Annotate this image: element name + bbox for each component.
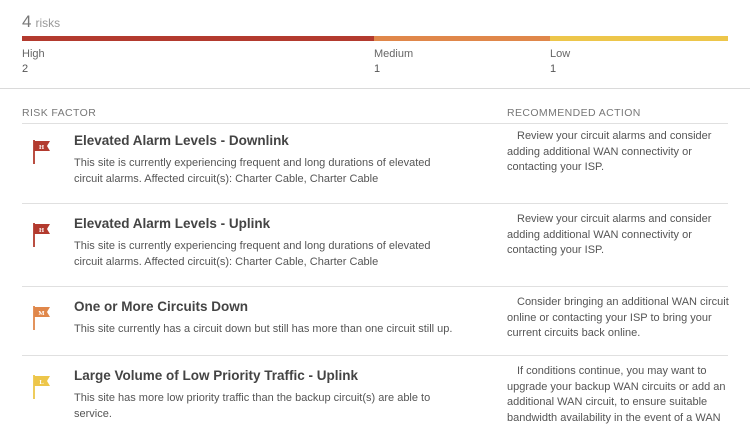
- severity-low-count: 1: [550, 63, 557, 75]
- risk-title[interactable]: Large Volume of Low Priority Traffic - Uplink: [74, 368, 359, 383]
- severity-bar-high: [22, 36, 374, 41]
- severity-high: [22, 47, 45, 77]
- svg-text:L: L: [39, 379, 44, 386]
- recommended-action: Review your circuit alarms and consider adding additional WAN connectivity or contacting your ISP.: [507, 130, 712, 173]
- risk-count-number: 4: [22, 12, 32, 31]
- risk-factor-header: RISK FACTOR: [22, 107, 97, 119]
- high-risk-flag-icon: [32, 139, 52, 165]
- risk-count: [22, 12, 60, 32]
- severity-high-label: High: [22, 48, 45, 60]
- severity-low-label: Low: [550, 48, 571, 60]
- risk-count-label: risks: [35, 16, 61, 30]
- severity-medium: [374, 47, 413, 77]
- high-risk-flag-icon: [32, 222, 52, 248]
- summary-divider: [0, 88, 750, 89]
- risk-description: This site is currently experiencing frequent and long durations of elevated circuit alarms. Affected circuit(s): Charter Cable, Charter Cable: [74, 157, 431, 185]
- medium-risk-flag-icon: [32, 305, 52, 331]
- svg-text:H: H: [38, 144, 45, 151]
- severity-bar: [22, 36, 728, 41]
- severity-bar-low: [550, 36, 728, 41]
- svg-text:M: M: [38, 310, 45, 317]
- row-divider: [22, 286, 728, 287]
- row-divider: [22, 203, 728, 204]
- recommended-action: Review your circuit alarms and consider adding additional WAN connectivity or contacting your ISP.: [507, 213, 712, 256]
- risk-title[interactable]: Elevated Alarm Levels - Uplink: [74, 216, 271, 231]
- risk-title[interactable]: Elevated Alarm Levels - Downlink: [74, 133, 289, 148]
- severity-bar-medium: [374, 36, 550, 41]
- header-divider: [22, 123, 728, 124]
- row-divider: [22, 355, 728, 356]
- risk-title[interactable]: One or More Circuits Down: [74, 299, 249, 314]
- low-risk-flag-icon: [32, 374, 52, 400]
- recommended-action: Consider bringing an additional WAN circuit online or contacting your ISP to bring your current circuits back online.: [507, 296, 729, 339]
- recommended-action: If conditions continue, you may want to upgrade your backup WAN circuits or add an additional WAN circuit, to ensure suitable bandwidth availability in the event of a WAN: [507, 365, 726, 424]
- svg-text:H: H: [38, 227, 45, 234]
- risk-description: This site currently has a circuit down but still has more than one circuit still up.: [74, 323, 453, 335]
- risk-description: This site has more low priority traffic than the backup circuit(s) are able to service.: [74, 392, 431, 420]
- recommended-action-header: RECOMMENDED ACTION: [507, 107, 641, 119]
- severity-medium-label: Medium: [374, 48, 414, 60]
- severity-low: [550, 47, 570, 77]
- severity-medium-count: 1: [374, 63, 381, 75]
- severity-high-count: 2: [22, 63, 29, 75]
- risk-description: This site is currently experiencing frequent and long durations of elevated circuit alarms. Affected circuit(s): Charter Cable, Charter Cable: [74, 240, 431, 268]
